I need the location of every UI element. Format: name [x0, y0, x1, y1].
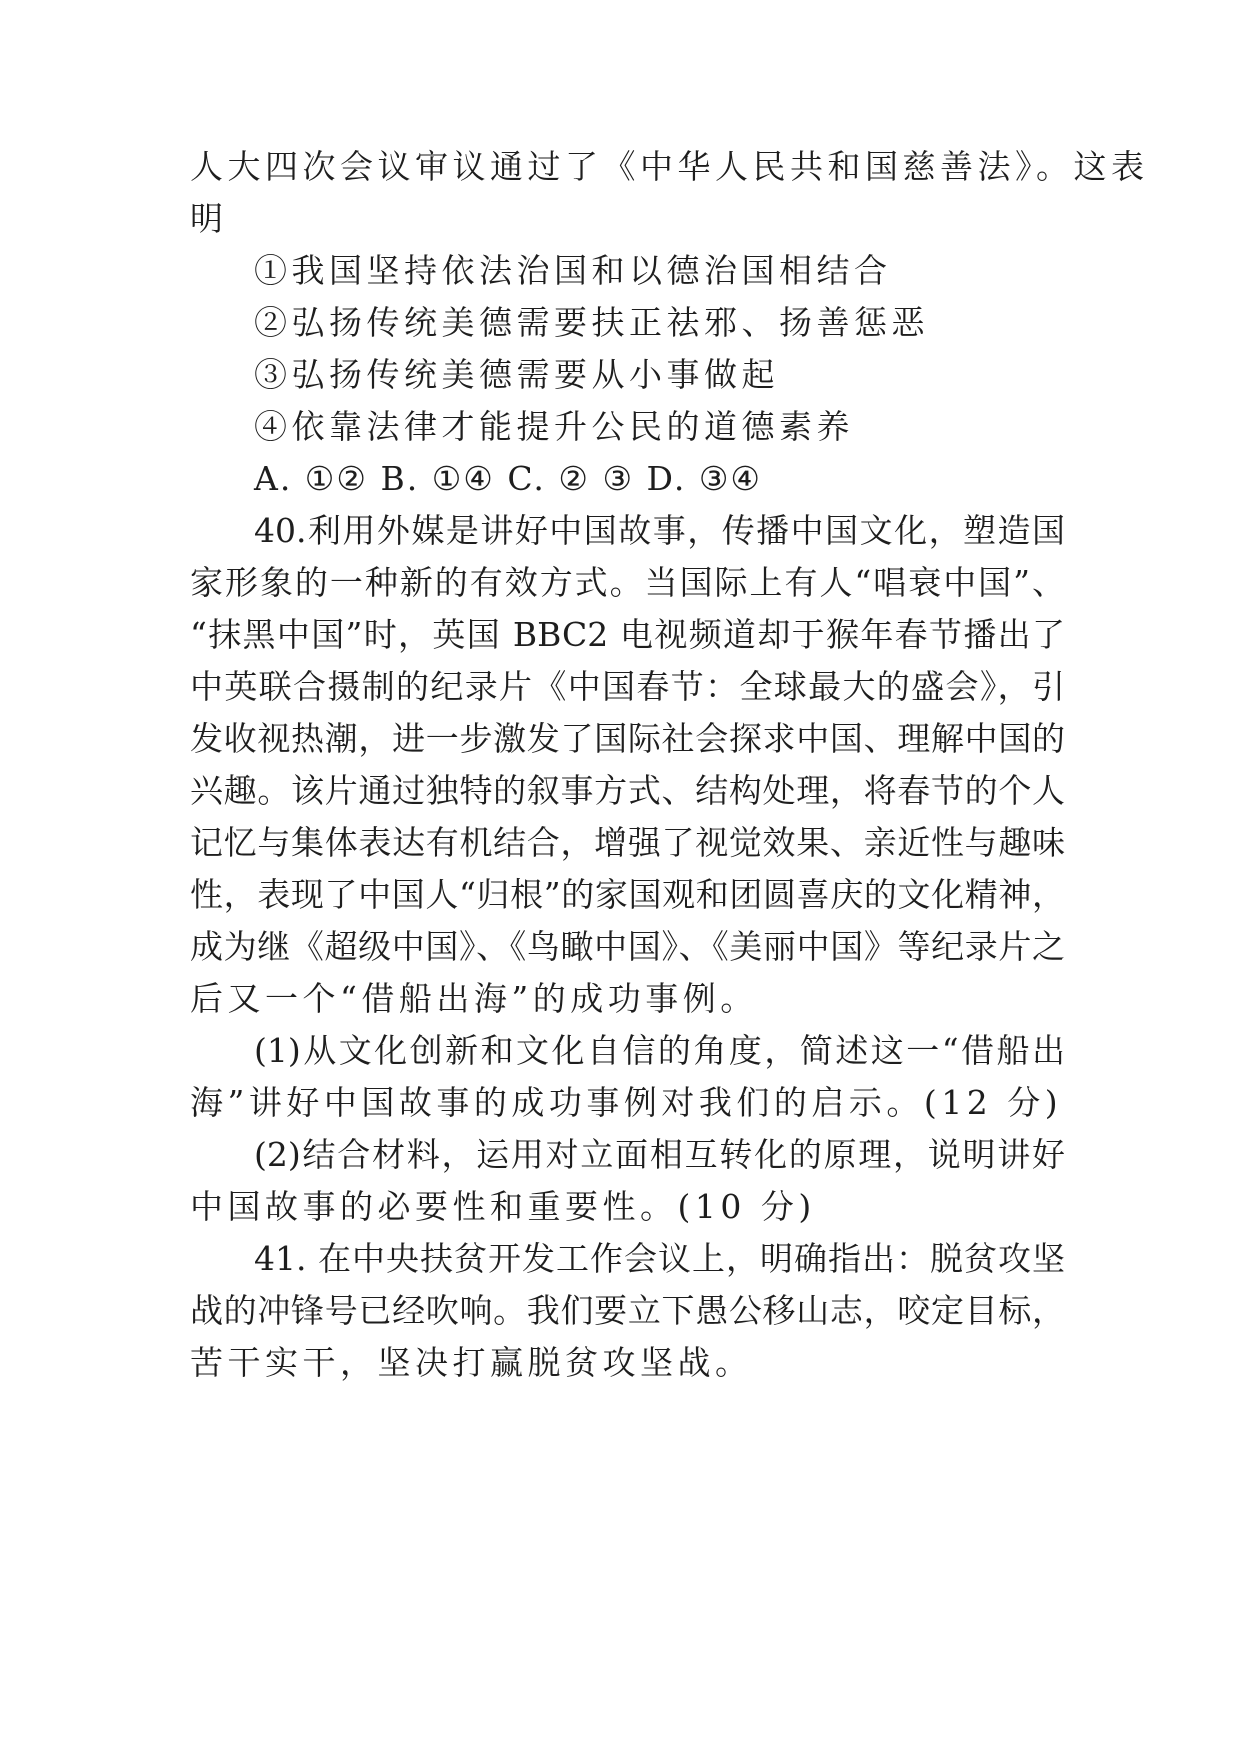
q39-statement-4: ④依靠法律才能提升公民的道德素养	[254, 407, 854, 446]
q39-answer-options: A. ①② B. ①④ C. ② ③ D. ③④	[254, 459, 762, 498]
q39-stem-line-1: 人大四次会议审议通过了《中华人民共和国慈善法》。这表	[190, 147, 1149, 186]
q41-material-line-1: 41. 在中央扶贫开发工作会议上，明确指出：脱贫攻坚	[254, 1239, 1065, 1278]
q40-material-line-6: 兴趣。该片通过独特的叙事方式、结构处理，将春节的个人	[190, 771, 1065, 810]
q40-material-line-1: 40.利用外媒是讲好中国故事，传播中国文化，塑造国	[254, 511, 1065, 550]
q41-material-line-2: 战的冲锋号已经吹响。我们要立下愚公移山志，咬定目标，	[190, 1291, 1065, 1330]
q40-material-line-5: 发收视热潮，进一步激发了国际社会探求中国、理解中国的	[190, 719, 1065, 758]
q40-sub1-line-2: 海”讲好中国故事的成功事例对我们的启示。(12 分)	[190, 1083, 1063, 1122]
q40-material-line-4: 中英联合摄制的纪录片《中国春节：全球最大的盛会》，引	[190, 667, 1065, 706]
q40-sub2-line-1: (2)结合材料，运用对立面相互转化的原理，说明讲好	[254, 1135, 1065, 1174]
q40-material-line-3: “抹黑中国”时，英国 BBC2 电视频道却于猴年春节播出了	[190, 615, 1065, 654]
q39-statement-3: ③弘扬传统美德需要从小事做起	[254, 355, 779, 394]
q40-sub2-line-2: 中国故事的必要性和重要性。(10 分)	[190, 1187, 816, 1226]
q39-statement-2: ②弘扬传统美德需要扶正祛邪、扬善惩恶	[254, 303, 929, 342]
q40-material-line-10: 后又一个“借船出海”的成功事例。	[190, 979, 758, 1018]
q39-stem-line-2: 明	[190, 199, 228, 238]
q40-material-line-7: 记忆与集体表达有机结合，增强了视觉效果、亲近性与趣味	[190, 823, 1065, 862]
q41-material-line-3: 苦干实干，坚决打赢脱贫攻坚战。	[190, 1343, 753, 1382]
q40-material-line-2: 家形象的一种新的有效方式。当国际上有人“唱衰中国”、	[190, 563, 1065, 602]
q40-material-line-9: 成为继《超级中国》、《鸟瞰中国》、《美丽中国》等纪录片之	[190, 927, 1065, 966]
q40-material-line-8: 性，表现了中国人“归根”的家国观和团圆喜庆的文化精神，	[190, 875, 1065, 914]
q40-sub1-line-1: (1)从文化创新和文化自信的角度，简述这一“借船出	[254, 1031, 1065, 1070]
q39-statement-1: ①我国坚持依法治国和以德治国相结合	[254, 251, 892, 290]
